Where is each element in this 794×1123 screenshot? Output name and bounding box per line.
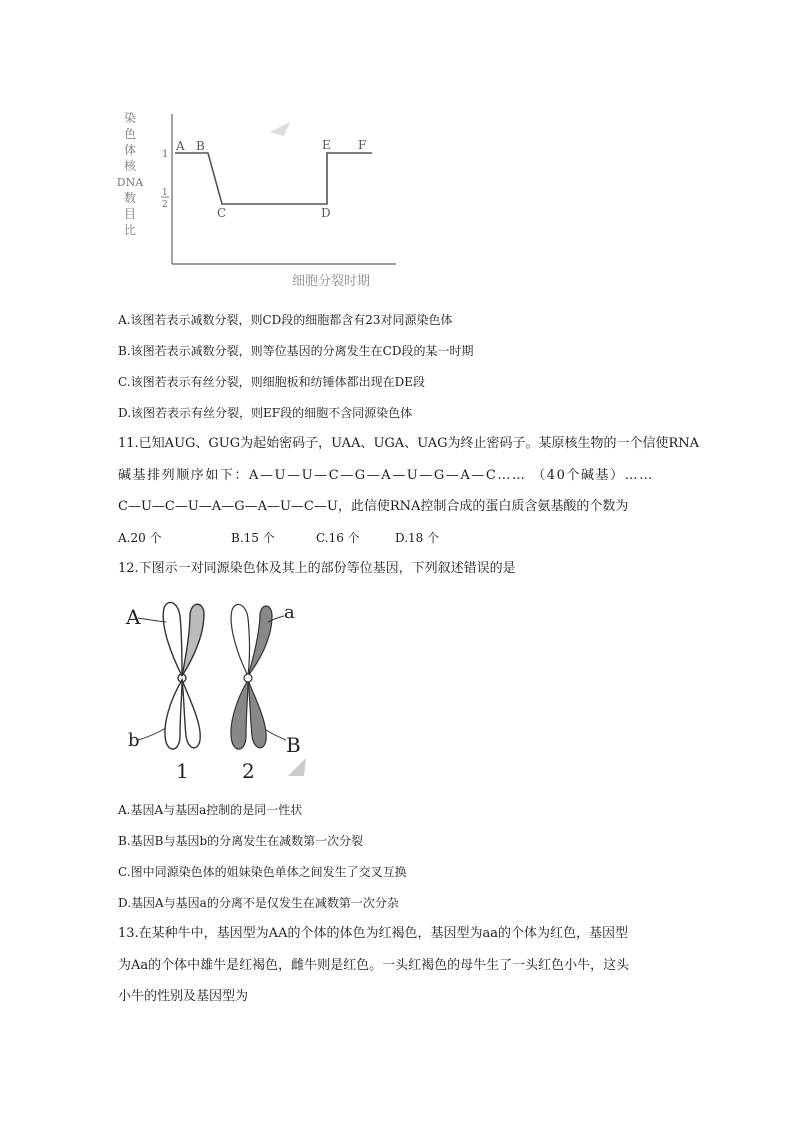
- graph-curve: [175, 153, 372, 204]
- q10-option-d: D.该图若表示有丝分裂，则EF段的细胞不含同源染色体: [118, 406, 413, 420]
- q10-option-c: C.该图若表示有丝分裂，则细胞板和纺锤体都出现在DE段: [118, 375, 425, 389]
- gene-label-a: a: [284, 602, 295, 623]
- gene-label-b: b: [128, 730, 140, 751]
- scan-mark: [270, 122, 290, 136]
- chromosome-1: [163, 602, 204, 749]
- q11-stem-line3: C—U—C—U—A—G—A—U—C—U，此信使RNA控制合成的蛋白质含氨基酸的个数为: [118, 499, 629, 514]
- label-pointer-b: [138, 728, 166, 740]
- graph-ylabel-char: 目: [123, 207, 137, 221]
- q11-option-b: B.15 个: [231, 531, 275, 545]
- label-pointer-A: [138, 618, 166, 622]
- q11-option-c: C.16 个: [316, 531, 360, 545]
- q11-stem-line2: 碱基排列顺序如下：A—U—U—C—G—A—U—G—A—C…… （40个碱基）……: [118, 468, 654, 483]
- q13-stem-line2: 为Aa的个体中雄牛是红褐色，雌牛则是红色。一头红褐色的母牛生了一头红色小牛，这头: [118, 958, 630, 973]
- q11-option-a: A.20 个: [118, 531, 162, 545]
- graph-point-E: E: [322, 138, 331, 152]
- chromosome-2: [231, 604, 272, 749]
- scan-mark: [288, 758, 306, 776]
- graph-ylabel-char: 核: [123, 159, 137, 173]
- graph-ylabel-char: 色: [123, 127, 137, 141]
- chromosome-number-2: 2: [242, 759, 255, 782]
- dna-ratio-graph: [110, 104, 410, 290]
- label-pointer-B: [266, 730, 286, 740]
- graph-point-B: B: [196, 139, 205, 153]
- q13-stem-line1: 13.在某种牛中，基因型为AA的个体的体色为红褐色，基因型为aa的个体为红色，基因型: [118, 926, 628, 941]
- homologous-chromosomes-figure: [120, 596, 320, 782]
- graph-ylabel-char: 体: [123, 143, 137, 157]
- chromosome-number-1: 1: [176, 759, 189, 782]
- graph-ytick-half-den: 2: [162, 200, 168, 210]
- q12-stem: 12.下图示一对同源染色体及其上的部份等位基因，下列叙述错误的是: [118, 561, 516, 576]
- q11-option-d: D.18 个: [395, 531, 440, 545]
- graph-ylabel-char: 比: [123, 223, 137, 237]
- q13-stem-line3: 小牛的性别及基因型为: [118, 989, 249, 1004]
- graph-point-D: D: [321, 206, 331, 220]
- q10-option-b: B.该图若表示减数分裂，则等位基因的分离发生在CD段的某一时期: [118, 344, 474, 358]
- graph-point-F: F: [358, 138, 367, 152]
- q12-option-c: C.图中同源染色体的姐妹染色单体之间发生了交叉互换: [118, 865, 407, 879]
- q11-stem-line1: 11.已知AUG、GUG为起始密码子，UAA、UGA、UAG为终止密码子。某原核生物的一个信使RNA: [118, 436, 700, 451]
- q10-option-a: A.该图若表示减数分裂，则CD段的细胞都含有23对同源染色体: [118, 313, 453, 327]
- gene-label-B: B: [286, 733, 301, 757]
- gene-label-A: A: [126, 605, 141, 629]
- graph-ylabel-char: DNA: [116, 176, 144, 189]
- graph-xlabel: 细胞分裂时期: [292, 274, 371, 289]
- q12-option-a: A.基因A与基因a控制的是同一性状: [118, 803, 303, 817]
- q12-option-b: B.基因B与基因b的分离发生在减数第一次分裂: [118, 834, 364, 848]
- graph-ytick-half-num: 1: [162, 188, 168, 198]
- graph-point-C: C: [217, 206, 227, 220]
- graph-ytick-1: 1: [162, 149, 169, 160]
- graph-point-A: A: [176, 139, 185, 153]
- graph-ylabel-char: 数: [123, 191, 137, 205]
- q12-option-d: D.基因A与基因a的分离不是仅发生在减数第一次分杂: [118, 896, 399, 910]
- graph-ylabel-char: 染: [123, 111, 137, 125]
